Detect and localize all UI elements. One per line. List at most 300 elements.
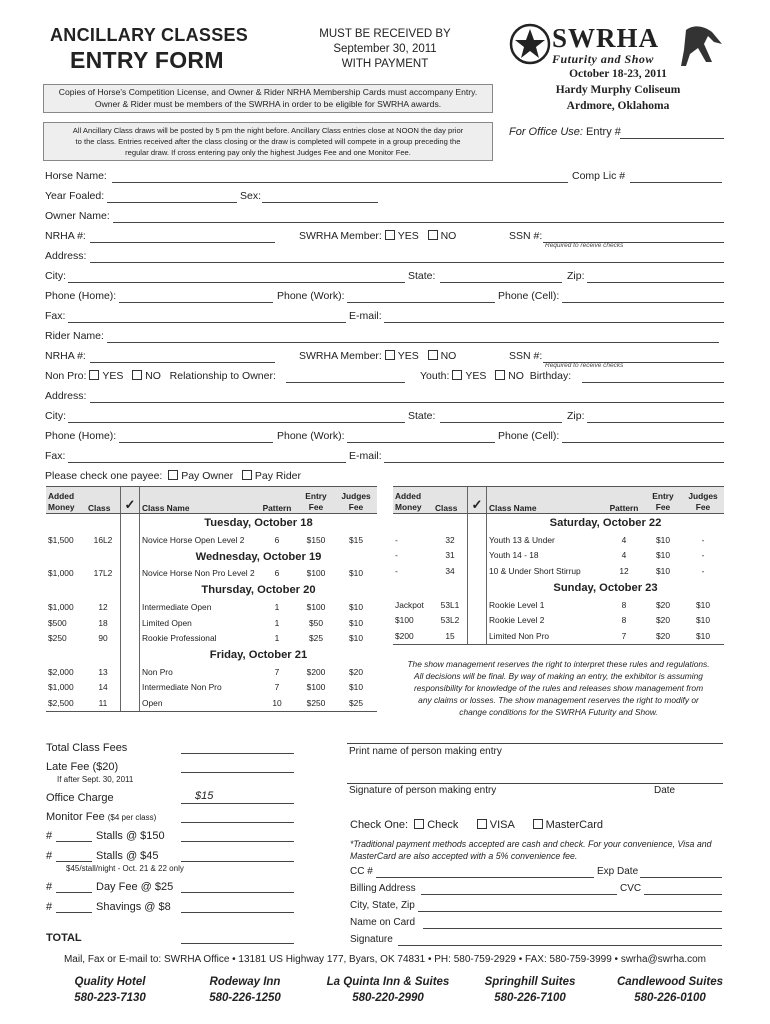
owner-member-no-checkbox[interactable]: [428, 230, 438, 240]
exp-date-field[interactable]: [640, 877, 722, 878]
left-class-table: [46, 486, 377, 712]
class-select-checkbox[interactable]: [121, 630, 140, 646]
header-entry-fee: [644, 487, 682, 514]
hotel-candlewood: [595, 974, 745, 1006]
print-name-label: Print name of person making entry: [349, 746, 502, 757]
owner-name-field[interactable]: [113, 222, 724, 223]
day-spacer: [46, 646, 86, 664]
owner-phone-work-field[interactable]: [347, 302, 495, 303]
shavings-amount-field[interactable]: [181, 912, 294, 913]
left-class-grid: [46, 487, 377, 711]
print-name-field[interactable]: [347, 743, 723, 744]
date-label: Date: [654, 785, 676, 796]
judges-fee: $15: [349, 534, 363, 545]
header-class-name: Class Name: [140, 487, 258, 514]
monitor-fee-field[interactable]: [181, 822, 294, 823]
owner-member-no-label: NO: [440, 230, 457, 242]
hotel-rodeway: [175, 974, 315, 1006]
rider-phone-work-label: Phone (Work):: [277, 430, 345, 442]
class-name: 10 & Under Short Stirrup: [487, 563, 605, 579]
class-select-checkbox[interactable]: [121, 615, 140, 631]
hotel-phone: 580-226-7100: [494, 992, 566, 1004]
class-number: 53L2: [440, 615, 460, 626]
class-pattern: 1: [274, 617, 280, 628]
class-select-checkbox[interactable]: [121, 695, 140, 711]
office-use: [509, 126, 621, 138]
pay-check-checkbox[interactable]: [414, 819, 424, 829]
rider-ssn-label: SSN #:: [509, 350, 543, 362]
signature-label: Signature of person making entry: [349, 785, 497, 796]
office-entry-label: Entry #: [586, 126, 621, 138]
header-judges-label: Judges: [341, 491, 371, 501]
header-fee-label: Fee: [655, 502, 671, 512]
owner-zip-label: Zip:: [567, 270, 585, 282]
added-money: -: [395, 565, 398, 576]
disclaimer-line5: change conditions for the SWRHA Futurity and Show.: [459, 707, 658, 717]
rider-ssn-note: Required to receive checks: [545, 362, 624, 369]
card-signature-field[interactable]: [398, 945, 722, 946]
class-select-checkbox[interactable]: [468, 548, 487, 564]
class-pattern: 4: [621, 550, 627, 561]
hotel-name: Candlewood Suites: [616, 976, 724, 988]
shavings-label: Shavings @ $8: [96, 901, 171, 913]
youth-no-checkbox[interactable]: [495, 370, 505, 380]
owner-swrha-member: [299, 230, 456, 242]
class-pattern: 6: [274, 568, 280, 579]
disclaimer-line4: any claims or losses. The show management reserves the right to modify or: [418, 695, 699, 705]
youth-yes-checkbox[interactable]: [452, 370, 462, 380]
class-number: 90: [98, 633, 108, 644]
deadline-line1: MUST BE RECEIVED BY: [319, 28, 451, 40]
day-fee-qty-field[interactable]: [56, 892, 92, 893]
class-row: [46, 630, 377, 646]
day-check-spacer: [121, 548, 140, 566]
cvc-field[interactable]: [644, 894, 722, 895]
stalls-45-qty-field[interactable]: [56, 861, 92, 862]
day-check-spacer: [121, 514, 140, 533]
added-money: $1,500: [48, 534, 74, 545]
name-on-card-field[interactable]: [423, 928, 722, 929]
class-pattern: 1: [274, 601, 280, 612]
swrha-logo: [508, 22, 728, 70]
class-row: [46, 599, 377, 615]
office-entry-field[interactable]: [620, 138, 724, 139]
added-money: $2,000: [48, 666, 74, 677]
mail-info: Mail, Fax or E-mail to: SWRHA Office • 13181 US Highway 177, Byars, OK 74831 • PH: 580-759-2929 • FAX: 580-759-3999 • swrha@swrha.com: [63, 954, 707, 965]
entry-fee: $20: [656, 599, 670, 610]
owner-address-field[interactable]: [90, 262, 724, 263]
rider-zip-label: Zip:: [567, 410, 585, 422]
day-heading-row: [393, 514, 724, 533]
class-name: Intermediate Non Pro: [140, 680, 258, 696]
class-pattern: 4: [621, 534, 627, 545]
total-field[interactable]: [181, 943, 294, 944]
class-number: 16L2: [93, 534, 113, 545]
added-money: Jackpot: [395, 599, 424, 610]
header-entry-label: Entry: [652, 491, 674, 501]
class-name: Rookie Professional: [140, 630, 258, 646]
non-pro-yes-label: YES: [102, 370, 124, 382]
late-fee-field[interactable]: [181, 772, 294, 773]
header-judges-label: Judges: [688, 491, 718, 501]
class-name: Novice Horse Open Level 2: [140, 532, 258, 548]
day-spacer: [86, 646, 121, 664]
check-one-label: Check One:: [350, 819, 409, 831]
added-money: -: [395, 550, 398, 561]
hotel-name: Rodeway Inn: [209, 976, 281, 988]
shavings-hash: #: [46, 901, 53, 913]
rider-state-label: State:: [408, 410, 436, 422]
owner-address-label: Address:: [45, 250, 87, 262]
header-entry-fee: [297, 487, 335, 514]
class-name: Open: [140, 695, 258, 711]
day-heading-row: [46, 581, 377, 599]
judges-fee: $20: [349, 666, 363, 677]
horse-name-label: Horse Name:: [45, 170, 107, 182]
comp-lic-field[interactable]: [630, 182, 722, 183]
added-money: $2,500: [48, 697, 74, 708]
draw-note-line2: to the class. Entries received after the class closing or the draw is completed will compete in a group preceding the: [75, 137, 461, 146]
rider-phone-work-field[interactable]: [347, 442, 495, 443]
owner-city-label: City:: [45, 270, 66, 282]
payee-label: Please check one payee:: [45, 470, 163, 482]
class-row: [46, 532, 377, 548]
class-number: 53L1: [440, 599, 460, 610]
cvc-label: CVC: [620, 883, 642, 894]
payment-method-row: [350, 819, 603, 831]
owner-nrha-label: NRHA #:: [45, 230, 86, 242]
class-select-checkbox[interactable]: [121, 532, 140, 548]
day-heading-row: [46, 548, 377, 566]
logo-text: SWRHA: [552, 23, 660, 53]
relationship-label: Relationship to Owner:: [169, 370, 276, 382]
logo-subtitle: Futurity and Show: [552, 52, 654, 66]
header-added-label: Added: [48, 491, 75, 501]
header-check: ✓: [121, 487, 140, 514]
rider-city-label: City:: [45, 410, 66, 422]
hotel-name: Springhill Suites: [484, 976, 576, 988]
entry-fee: $20: [656, 630, 670, 641]
pay-mastercard-label: MasterCard: [545, 819, 604, 831]
year-foaled-field[interactable]: [107, 202, 237, 203]
cc-field[interactable]: [376, 877, 594, 878]
office-use-label: For Office Use:: [509, 126, 583, 138]
hotel-phone: 580-220-2990: [352, 992, 424, 1004]
day-heading: Thursday, October 20: [140, 581, 378, 599]
class-select-checkbox[interactable]: [121, 566, 140, 582]
rider-fax-field[interactable]: [68, 462, 346, 463]
day-spacer: [393, 579, 433, 597]
deadline-line3: WITH PAYMENT: [341, 58, 429, 70]
disclaimer-line2: All decisions will be final. By way of making an entry, the exhibitor is assuming: [414, 671, 703, 681]
sex-label: Sex:: [240, 190, 262, 202]
late-fee-note: If after Sept. 30, 2011: [57, 775, 134, 784]
judges-fee: $10: [349, 617, 363, 628]
day-fee-amount-field[interactable]: [181, 892, 294, 893]
horse-name-field[interactable]: [112, 182, 568, 183]
rider-phone-cell-label: Phone (Cell):: [498, 430, 560, 442]
class-row: [46, 615, 377, 631]
owner-ssn-note: Required to receive checks: [545, 242, 624, 249]
city-state-zip-label: City, State, Zip: [350, 900, 415, 911]
class-name: Rookie Level 2: [487, 612, 605, 628]
entry-fee: $10: [656, 565, 670, 576]
day-heading: Saturday, October 22: [487, 514, 725, 533]
class-name: Youth 13 & Under: [487, 532, 605, 548]
rider-swrha-member-label: SWRHA Member:: [299, 350, 382, 362]
class-select-checkbox[interactable]: [121, 599, 140, 615]
hotel-la-quinta: [308, 974, 468, 1006]
entry-fee: $100: [306, 682, 326, 693]
hotel-phone: 580-226-0100: [634, 992, 706, 1004]
exp-date-label: Exp Date: [597, 866, 639, 877]
class-pattern: 7: [621, 630, 627, 641]
pay-visa-label: VISA: [489, 819, 515, 831]
hotel-quality: [40, 974, 180, 1006]
copies-note-line1: Copies of Horse's Competition License, and Owner & Rider NRHA Membership Cards must accompany Entry.: [58, 87, 478, 97]
header-check: ✓: [468, 487, 487, 514]
class-pattern: 7: [274, 682, 280, 693]
judges-fee: $10: [696, 630, 710, 641]
day-heading: Sunday, October 23: [487, 579, 725, 597]
class-pattern: 12: [619, 565, 629, 576]
header-class: Class: [433, 487, 468, 514]
class-row: [46, 566, 377, 582]
class-select-checkbox[interactable]: [468, 628, 487, 644]
signature-field[interactable]: [347, 783, 723, 784]
owner-fax-field[interactable]: [68, 322, 346, 323]
rider-phone-cell-field[interactable]: [562, 442, 724, 443]
header-added-money: [46, 487, 86, 514]
rider-address-field[interactable]: [90, 402, 724, 403]
class-select-checkbox[interactable]: [468, 532, 487, 548]
office-charge-field: [181, 803, 294, 804]
form-title-line2: ENTRY FORM: [70, 47, 224, 73]
rider-member-no-checkbox[interactable]: [428, 350, 438, 360]
day-spacer: [46, 548, 86, 566]
rider-phone-home-label: Phone (Home):: [45, 430, 117, 442]
late-fee-label: Late Fee ($20): [46, 761, 119, 773]
header-added-money: [393, 487, 433, 514]
rider-zip-field[interactable]: [587, 422, 724, 423]
owner-nrha-field[interactable]: [90, 242, 275, 243]
class-number: 17L2: [93, 568, 113, 579]
stalls-45-hash: #: [46, 850, 53, 862]
rider-nrha-label: NRHA #:: [45, 350, 86, 362]
rider-swrha-member: [299, 350, 456, 362]
rider-member-no-label: NO: [440, 350, 457, 362]
total-class-fees-field[interactable]: [181, 753, 294, 754]
rider-state-field[interactable]: [440, 422, 562, 423]
rider-name-field[interactable]: [107, 342, 719, 343]
header-judges-fee: [682, 487, 724, 514]
entry-fee: $20: [656, 615, 670, 626]
deadline-block: [300, 27, 470, 72]
cc-label: CC #: [350, 866, 373, 877]
entry-fee: $100: [306, 601, 326, 612]
class-name: Novice Horse Non Pro Level 2: [140, 566, 258, 582]
stalls-150-qty-field[interactable]: [56, 841, 92, 842]
entry-fee: $200: [306, 666, 326, 677]
header-entry-label: Entry: [305, 491, 327, 501]
youth-row: [420, 370, 571, 382]
judges-fee: $10: [349, 682, 363, 693]
payment-note: [350, 838, 725, 862]
monitor-fee-row: [46, 811, 156, 823]
stalls-45-amount-field[interactable]: [181, 861, 294, 862]
pay-rider-checkbox[interactable]: [242, 470, 252, 480]
owner-phone-work-label: Phone (Work):: [277, 290, 345, 302]
relationship-field[interactable]: [286, 382, 405, 383]
stalls-150-amount-field[interactable]: [181, 841, 294, 842]
judges-fee: $10: [349, 568, 363, 579]
class-row: [46, 680, 377, 696]
youth-label: Youth:: [420, 370, 450, 382]
youth-no-label: NO: [508, 370, 524, 382]
rider-name-label: Rider Name:: [45, 330, 104, 342]
shavings-qty-field[interactable]: [56, 912, 92, 913]
owner-phone-home-label: Phone (Home):: [45, 290, 117, 302]
day-fee-hash: #: [46, 881, 53, 893]
class-select-checkbox[interactable]: [121, 680, 140, 696]
day-spacer: [86, 548, 121, 566]
rider-address-label: Address:: [45, 390, 87, 402]
owner-member-yes-checkbox[interactable]: [385, 230, 395, 240]
rider-email-label: E-mail:: [349, 450, 382, 462]
event-dates: October 18-23, 2011: [569, 68, 667, 80]
class-select-checkbox[interactable]: [468, 563, 487, 579]
day-spacer: [86, 514, 121, 533]
rider-member-yes-label: YES: [397, 350, 419, 362]
class-row: [393, 532, 724, 548]
day-heading: Tuesday, October 18: [140, 514, 378, 533]
added-money: $250: [48, 633, 67, 644]
judges-fee: -: [701, 534, 705, 545]
class-name: Rookie Level 1: [487, 597, 605, 613]
entry-fee: $25: [309, 633, 323, 644]
hotel-phone: 580-223-7130: [74, 992, 146, 1004]
copies-notice: [43, 84, 493, 113]
day-spacer: [393, 514, 433, 533]
disclaimer-line1: The show management reserves the right to interpret these rules and regulations.: [407, 659, 710, 669]
day-check-spacer: [468, 579, 487, 597]
owner-fax-label: Fax:: [45, 310, 66, 322]
event-city: Ardmore, Oklahoma: [566, 100, 670, 112]
class-pattern: 1: [274, 633, 280, 644]
owner-state-field[interactable]: [440, 282, 562, 283]
stalls-150-label: Stalls @ $150: [96, 830, 165, 842]
day-check-spacer: [121, 646, 140, 664]
hotel-name: Quality Hotel: [74, 976, 146, 988]
pay-check-label: Check: [427, 819, 459, 831]
owner-phone-cell-field[interactable]: [562, 302, 724, 303]
added-money: $1,000: [48, 601, 74, 612]
judges-fee: $10: [349, 633, 363, 644]
class-pattern: 8: [621, 599, 627, 610]
day-check-spacer: [121, 581, 140, 599]
judges-fee: $10: [696, 615, 710, 626]
day-heading: Wednesday, October 19: [140, 548, 378, 566]
rider-city-field[interactable]: [68, 422, 405, 423]
sex-field[interactable]: [262, 202, 378, 203]
class-select-checkbox[interactable]: [468, 612, 487, 628]
class-pattern: 7: [274, 666, 280, 677]
entry-fee: $10: [656, 534, 670, 545]
judges-fee: -: [701, 550, 705, 561]
header-jfee-label: Fee: [695, 502, 711, 512]
day-check-spacer: [468, 514, 487, 533]
class-number: 13: [98, 666, 108, 677]
comp-lic-label: Comp Lic #: [572, 170, 626, 182]
owner-phone-cell-label: Phone (Cell):: [498, 290, 560, 302]
payment-note-line2: MasterCard are also accepted with a 5% convenience fee.: [350, 851, 578, 861]
rider-nrha-field[interactable]: [90, 362, 275, 363]
day-spacer: [86, 581, 121, 599]
class-pattern: 6: [274, 534, 280, 545]
header-pattern: Pattern: [604, 487, 644, 514]
class-name: Youth 14 - 18: [487, 548, 605, 564]
class-number: 15: [445, 630, 455, 641]
birthday-label: Birthday:: [529, 370, 572, 382]
city-state-zip-field[interactable]: [418, 911, 722, 912]
class-row: [393, 612, 724, 628]
entry-fee: $250: [306, 697, 326, 708]
owner-city-field[interactable]: [68, 282, 405, 283]
hotel-phone: 580-226-1250: [209, 992, 281, 1004]
pay-mastercard-checkbox[interactable]: [533, 819, 543, 829]
added-money: $200: [395, 630, 414, 641]
billing-address-field[interactable]: [421, 894, 617, 895]
rider-email-field[interactable]: [384, 462, 724, 463]
class-number: 11: [98, 697, 108, 708]
class-name: Non Pro: [140, 664, 258, 680]
form-title-line1: ANCILLARY CLASSES: [50, 25, 249, 45]
rider-member-yes-checkbox[interactable]: [385, 350, 395, 360]
non-pro-yes-checkbox[interactable]: [89, 370, 99, 380]
rider-phone-home-field[interactable]: [119, 442, 273, 443]
birthday-field[interactable]: [582, 382, 724, 383]
non-pro-no-checkbox[interactable]: [132, 370, 142, 380]
total-class-fees-label: Total Class Fees: [46, 742, 128, 754]
pay-visa-checkbox[interactable]: [477, 819, 487, 829]
pay-owner-checkbox[interactable]: [168, 470, 178, 480]
class-number: 12: [98, 601, 108, 612]
day-heading-row: [46, 514, 377, 533]
class-row: [46, 695, 377, 711]
owner-email-label: E-mail:: [349, 310, 382, 322]
non-pro-row: [45, 370, 276, 382]
day-spacer: [433, 514, 468, 533]
owner-zip-field[interactable]: [587, 282, 724, 283]
stalls-150-hash: #: [46, 830, 53, 842]
class-select-checkbox[interactable]: [121, 664, 140, 680]
stalls-45-label: Stalls @ $45: [96, 850, 159, 862]
day-spacer: [46, 514, 86, 533]
header-class-name: Class Name: [487, 487, 605, 514]
pay-rider-label: Pay Rider: [254, 470, 301, 482]
day-spacer: [46, 581, 86, 599]
added-money: $500: [48, 617, 67, 628]
draw-note-line1: All Ancillary Class draws will be posted by 5 pm the night before. Ancillary Class entries close at NOON the day prior: [72, 126, 464, 135]
owner-email-field[interactable]: [384, 322, 724, 323]
header-money-label: Money: [395, 502, 422, 512]
deadline-line2: September 30, 2011: [333, 43, 437, 55]
office-charge-label: Office Charge: [46, 792, 114, 804]
class-number: 34: [445, 565, 455, 576]
header-jfee-label: Fee: [348, 502, 364, 512]
class-select-checkbox[interactable]: [468, 597, 487, 613]
owner-phone-home-field[interactable]: [119, 302, 273, 303]
